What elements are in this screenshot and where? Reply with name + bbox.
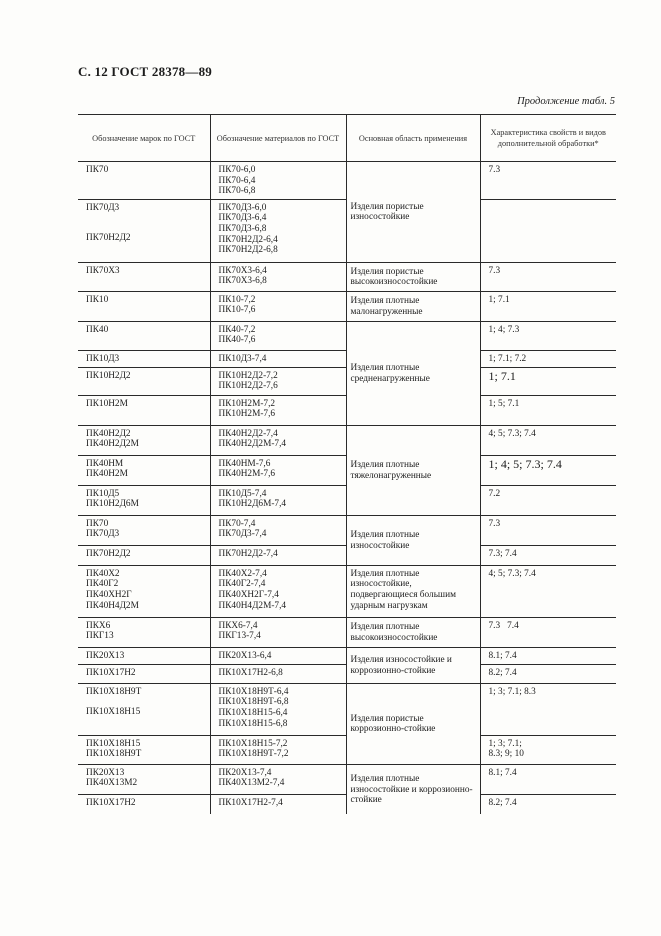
page-header: С. 12 ГОСТ 28378—89 — [78, 64, 212, 79]
characteristic-cell: 4; 5; 7.3; 7.4 — [480, 565, 616, 617]
grade-cell — [78, 199, 210, 262]
grade-cell: ПК10Х17Н2 — [78, 794, 210, 814]
characteristic-cell: 8.1; 7.4 — [480, 764, 616, 794]
material-line: ПКХ6-7,4 — [218, 620, 258, 631]
material-cell — [210, 291, 346, 321]
material-line: ПК70Н2Д2-6,4 — [218, 234, 278, 245]
material-line: ПК40Х2-7,4 — [218, 568, 267, 579]
grade-cell: ПК10Н2М — [78, 395, 210, 425]
material-line: ПК10Х18Н15-6,8 — [218, 718, 288, 729]
grade-line: ПК40Н2М — [86, 469, 128, 480]
grade-cell: ПК70Х3 — [78, 262, 210, 291]
material-cell — [210, 735, 346, 764]
application-cell: Изделия пористые коррозионно-стойкие — [346, 683, 480, 764]
material-cell — [210, 455, 346, 485]
material-cell — [210, 515, 346, 545]
material-line: ПК70Н2Д2-6,8 — [218, 245, 278, 256]
application-cell: Изделия плотные износостойкие, подвергающиеся большим ударным нагрузкам — [346, 565, 480, 617]
material-line: ПК40Н2Д2-7,4 — [218, 428, 278, 439]
grade-line: ПК10Х18Н15 — [86, 707, 141, 718]
grade-line: ПК10Х18Н9Т — [86, 749, 142, 760]
characteristic-cell: 7.3; 7.4 — [480, 545, 616, 565]
grade-cell — [78, 455, 210, 485]
grade-cell — [78, 515, 210, 545]
application-cell: Изделия пористые износостойкие — [346, 162, 480, 263]
material-line: ПК70-6,0 — [218, 165, 256, 175]
material-line: ПК40НМ-7,6 — [218, 458, 271, 469]
grade-line: ПК40Х13М2 — [86, 778, 138, 789]
table-row — [78, 162, 616, 200]
characteristic-cell: 1; 7.1 — [480, 367, 616, 395]
material-cell — [210, 262, 346, 291]
material-line: ПК10-7,6 — [218, 305, 256, 316]
characteristic-line: 8.3; 9; 10 — [488, 749, 524, 760]
grade-cell — [78, 617, 210, 647]
grade-line: ПК70Д3 — [86, 202, 120, 213]
characteristic-cell: 7.3 7.4 — [480, 617, 616, 647]
material-line: ПК10Д5-7,4 — [218, 488, 267, 499]
characteristic-cell: 7.3 — [480, 162, 616, 200]
material-line: ПК10Н2Д2-7,2 — [218, 370, 278, 381]
material-cell — [210, 162, 346, 200]
grade-line: ПК70Н2Д2 — [86, 233, 131, 244]
material-line: ПК40Н2Д2М-7,4 — [218, 439, 287, 450]
grade-line: ПК40ХН2Г — [86, 589, 132, 600]
grade-cell: ПК10Х17Н2 — [78, 664, 210, 683]
material-cell: ПК10Х17Н2-6,8 — [210, 664, 346, 683]
grade-line: ПК70Д3 — [86, 529, 120, 540]
grade-line: ПК40Г2 — [86, 579, 119, 590]
table-row — [78, 425, 616, 455]
grade-line: ПК40Х2 — [86, 568, 120, 579]
grade-line: ПК70 — [86, 518, 109, 529]
material-cell — [210, 321, 346, 350]
material-line: ПК70Д3-6,8 — [218, 223, 267, 234]
table-row — [78, 291, 616, 321]
grade-line: ПК40Н2Д2 — [86, 428, 131, 439]
application-cell: Изделия плотные износостойкие — [346, 515, 480, 565]
table-row — [78, 262, 616, 291]
material-cell — [210, 683, 346, 735]
material-line: ПК70Д3-7,4 — [218, 529, 267, 540]
material-cell — [210, 485, 346, 515]
grade-cell: ПК40 — [78, 321, 210, 350]
material-cell — [210, 764, 346, 794]
col-header-application: Основная область применения — [346, 115, 480, 162]
material-line: ПКГ13-7,4 — [218, 631, 261, 642]
material-line: ПК70-6,8 — [218, 186, 256, 197]
grade-line: ПКГ13 — [86, 631, 114, 642]
material-line: ПК10Х18Н9Т-6,4 — [218, 686, 289, 697]
material-line: ПК70Д3-6,0 — [218, 202, 267, 213]
characteristic-cell: 7.3 — [480, 262, 616, 291]
material-cell — [210, 199, 346, 262]
grade-line: ПК10Х18Н9Т — [86, 686, 142, 697]
application-cell: Изделия плотные средненагруженные — [346, 321, 480, 425]
application-cell: Изделия пористые высокоизносостойкие — [346, 262, 480, 291]
characteristic-cell: 1; 4; 5; 7.3; 7.4 — [480, 455, 616, 485]
table-header-row — [78, 115, 616, 162]
material-line: ПК10Н2Д2-7,6 — [218, 381, 278, 392]
table-row — [78, 321, 616, 350]
material-line: ПК10-7,2 — [218, 294, 256, 305]
characteristic-cell: 1; 3; 7.1; 8.3 — [480, 683, 616, 735]
characteristic-cell: 1; 7.1 — [480, 291, 616, 321]
material-cell — [210, 425, 346, 455]
material-line: ПК10Х18Н15-7,2 — [218, 738, 288, 749]
grade-cell — [78, 683, 210, 735]
application-cell: Изделия плотные высокоизносостойкие — [346, 617, 480, 647]
col-header-materials: Обозначение материалов по ГОСТ — [210, 115, 346, 162]
characteristic-cell — [480, 735, 616, 764]
material-line: ПК40Н2М-7,6 — [218, 469, 276, 480]
table-row — [78, 764, 616, 794]
grade-line: ПК40Н2Д2М — [86, 439, 139, 450]
application-cell: Изделия плотные износостойкие и коррозионно-стойкие — [346, 764, 480, 814]
grade-line: ПК20Х13 — [86, 767, 125, 778]
grade-cell: ПК10 — [78, 291, 210, 321]
characteristic-cell: 8.1; 7.4 — [480, 647, 616, 664]
characteristic-cell: 8.2; 7.4 — [480, 664, 616, 683]
material-line: ПК70Х3-6,8 — [218, 276, 267, 287]
application-cell: Изделия плотные малонагруженные — [346, 291, 480, 321]
material-cell: ПК10Х17Н2-7,4 — [210, 794, 346, 814]
characteristic-cell: 4; 5; 7.3; 7.4 — [480, 425, 616, 455]
material-cell: ПК10Д3-7,4 — [210, 350, 346, 367]
material-line: ПК40Н4Д2М-7,4 — [218, 600, 287, 611]
material-line: ПК20Х13-7,4 — [218, 767, 272, 778]
characteristic-cell: 8.2; 7.4 — [480, 794, 616, 814]
grade-cell — [78, 735, 210, 764]
grades-table — [78, 114, 616, 814]
material-line: ПК10Н2М-7,6 — [218, 409, 276, 420]
characteristic-cell: 1; 4; 7.3 — [480, 321, 616, 350]
material-cell: ПК20Х13-6,4 — [210, 647, 346, 664]
grade-line: ПК10Н2Д6М — [86, 499, 139, 510]
grade-line: ПК40НМ — [86, 458, 124, 469]
grade-cell: ПК10Д3 — [78, 350, 210, 367]
characteristic-cell: 1; 5; 7.1 — [480, 395, 616, 425]
grade-cell — [78, 565, 210, 617]
material-line: ПК40-7,2 — [218, 324, 256, 335]
characteristic-line: 1; 3; 7.1; — [488, 738, 522, 749]
material-cell — [210, 367, 346, 395]
characteristic-cell — [480, 199, 616, 262]
material-cell: ПК70Н2Д2-7,4 — [210, 545, 346, 565]
material-line: ПК70Х3-6,4 — [218, 265, 267, 276]
table-row — [78, 515, 616, 545]
col-header-characteristics: Характеристика свойств и видов дополнительной обработки* — [480, 115, 616, 162]
table-row — [78, 617, 616, 647]
material-line: ПК10Х18Н15-6,4 — [218, 707, 288, 718]
material-line: ПК10Х18Н9Т-6,8 — [218, 697, 289, 708]
grade-cell — [78, 162, 210, 200]
table-row — [78, 647, 616, 664]
material-line: ПК70-6,4 — [218, 175, 256, 186]
grade-cell — [78, 485, 210, 515]
table-row — [78, 683, 616, 735]
characteristic-cell: 1; 7.1; 7.2 — [480, 350, 616, 367]
material-line: ПК70-7,4 — [218, 518, 256, 529]
material-cell — [210, 565, 346, 617]
material-cell — [210, 617, 346, 647]
grade-line: ПК10Х18Н15 — [86, 738, 141, 749]
table-row — [78, 565, 616, 617]
col-header-grades: Обозначение марок по ГОСТ — [78, 115, 210, 162]
continuation-label: Продолжение табл. 5 — [517, 96, 615, 107]
grade-cell: ПК10Н2Д2 — [78, 367, 210, 395]
material-line: ПК40ХН2Г-7,4 — [218, 589, 279, 600]
grade-line: ПК40Н4Д2М — [86, 600, 139, 611]
grade-line: ПКХ6 — [86, 620, 111, 631]
grade-line: ПК70 — [86, 165, 109, 175]
material-line: ПК40-7,6 — [218, 335, 256, 346]
material-line: ПК40Г2-7,4 — [218, 579, 266, 590]
material-line: ПК40Х13М2-7,4 — [218, 778, 285, 789]
material-line: ПК70Д3-6,4 — [218, 213, 267, 224]
grade-cell — [78, 764, 210, 794]
grade-cell: ПК20Х13 — [78, 647, 210, 664]
application-cell: Изделия износостойкие и коррозионно-стойкие — [346, 647, 480, 683]
application-cell: Изделия плотные тяжелонагруженные — [346, 425, 480, 515]
material-line: ПК10Х18Н9Т-7,2 — [218, 749, 289, 760]
characteristic-cell: 7.3 — [480, 515, 616, 545]
material-cell — [210, 395, 346, 425]
material-line: ПК10Н2М-7,2 — [218, 398, 276, 409]
grade-line: ПК10Д5 — [86, 488, 120, 499]
grade-cell — [78, 425, 210, 455]
material-line: ПК10Н2Д6М-7,4 — [218, 499, 287, 510]
characteristic-cell: 7.2 — [480, 485, 616, 515]
grade-cell: ПК70Н2Д2 — [78, 545, 210, 565]
